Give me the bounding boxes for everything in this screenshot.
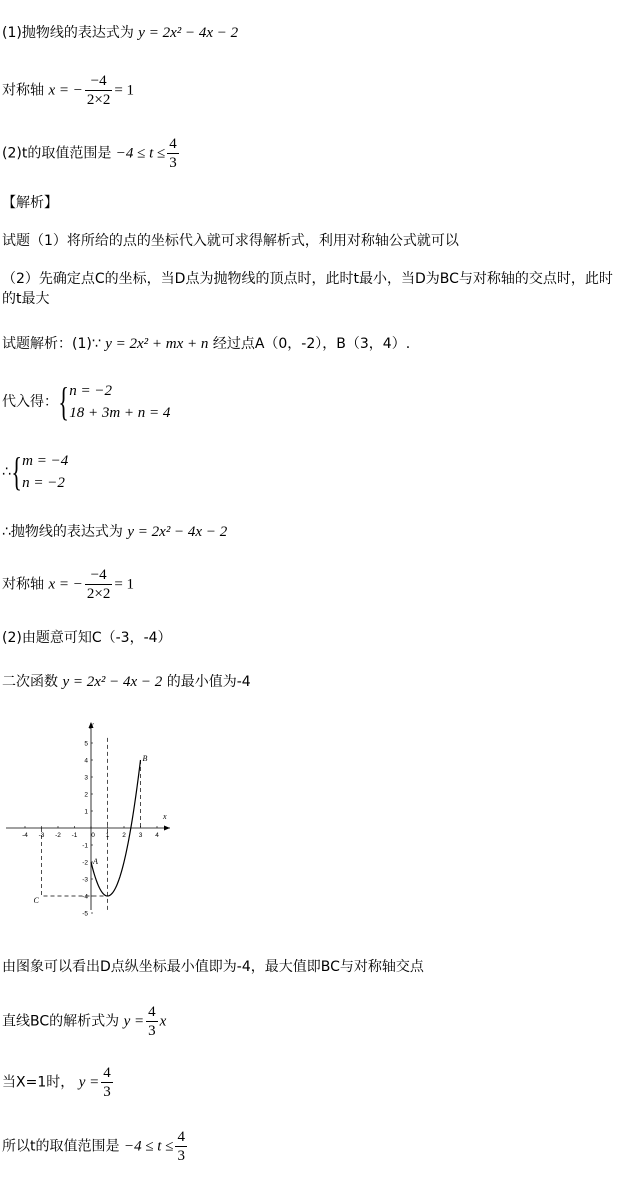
x-tick-label: -2 (55, 832, 61, 839)
analysis-heading: 【解析】 (2, 195, 58, 211)
solution-final-fraction (175, 1128, 187, 1165)
y-tick-label: 2 (84, 791, 88, 799)
solution-result-row1: m = −4 (22, 453, 69, 469)
solution-when-den: 3 (103, 1084, 111, 1100)
solution-graph-note: 由图象可以看出D点纵坐标最小值即为-4，最大值即BC与对称轴交点 (2, 959, 424, 975)
solution-final-num: 4 (177, 1129, 185, 1145)
solution-final-prefix: 所以t的取值范围是 (2, 1138, 120, 1155)
solution-result-row2: n = −2 (22, 475, 65, 491)
solution-expression (2, 522, 626, 542)
brace-icon: { (11, 449, 22, 494)
solution-axis-lhs: x = − (48, 576, 83, 593)
solution-bc-lhs: y = (123, 1013, 145, 1030)
solution-min-expr: y = 2x² − 4x − 2 (62, 674, 163, 690)
solution-result (2, 448, 626, 496)
solution-axis (2, 566, 626, 603)
solution-final-expr: −4 ≤ t ≤ (123, 1138, 174, 1155)
solution-expression-value: y = 2x² − 4x − 2 (127, 524, 228, 540)
solution-substitution-row1: n = −2 (69, 383, 112, 399)
graph-axes (6, 720, 170, 910)
answer-axis-num: −4 (90, 73, 107, 89)
answer-axis-den: 2×2 (86, 92, 111, 108)
y-tick-label: 1 (84, 808, 88, 816)
solution-axis-rhs: = 1 (114, 576, 135, 593)
answer-part1 (2, 23, 626, 43)
answer-part2-prefix: (2)t的取值范围是 (2, 145, 112, 162)
solution-when-prefix: 当X=1时， (2, 1074, 75, 1091)
solution-intro-suffix: 经过点A（0，-2），B（3，4）. (212, 336, 411, 352)
solution-when-num: 4 (103, 1065, 111, 1081)
y-axis-label: y (90, 720, 94, 729)
solution-result-system (11, 450, 68, 494)
answer-part2 (2, 135, 626, 172)
solution-substitution-label: 代入得： (2, 394, 58, 410)
x-tick-label: 1 (105, 832, 110, 839)
solution-final-den: 3 (177, 1148, 185, 1164)
x-tick-label: -1 (71, 832, 78, 839)
solution-axis-den: 2×2 (86, 586, 111, 602)
y-tick-label: -3 (82, 876, 88, 884)
answer-part2-expr: −4 ≤ t ≤ (115, 145, 166, 162)
solution-when-fraction (101, 1064, 113, 1101)
answer-axis (2, 72, 626, 109)
answer-axis-fraction (85, 72, 112, 109)
solution-expression-prefix: ∴抛物线的表达式为 (2, 524, 123, 540)
point-c-label: C (33, 896, 39, 905)
solution-axis-prefix: 对称轴 (2, 576, 44, 593)
solution-when (2, 1064, 626, 1101)
x-axis-arrow-icon (164, 826, 170, 831)
solution-bc-prefix: 直线BC的解析式为 (2, 1013, 120, 1030)
x-tick-label: 3 (138, 832, 143, 839)
answer-axis-prefix: 对称轴 (2, 82, 44, 99)
solution-axis-num: −4 (90, 567, 107, 583)
y-tick-label: 4 (84, 757, 88, 765)
solution-bc-var: x (159, 1013, 167, 1030)
solution-substitution-row2: 18 + 3m + n = 4 (69, 405, 171, 421)
solution-substitution (2, 378, 626, 426)
solution-result-label: ∴ (2, 464, 11, 480)
x-axis-label: x (163, 812, 167, 821)
solution-min-prefix: 二次函数 (2, 674, 58, 690)
brace-icon: { (58, 379, 69, 424)
y-tick-label: -5 (82, 910, 88, 918)
answer-part1-prefix: (1)抛物线的表达式为 (2, 25, 134, 41)
x-tick-label: 4 (155, 832, 159, 839)
solution-final (2, 1128, 626, 1165)
analysis-step2: （2）先确定点C的坐标，当D点为抛物线的顶点时，此时t最小，当D为BC与对称轴的交点时，此时的t最大 (2, 271, 613, 307)
x-tick-label: -4 (22, 832, 28, 839)
answer-axis-rhs: = 1 (114, 82, 135, 99)
solution-min (2, 672, 626, 692)
parabola-graph (4, 718, 174, 918)
solution-intro (2, 334, 626, 354)
point-b-label: B (142, 754, 148, 763)
solution-bc-den: 3 (148, 1023, 156, 1039)
x-tick-label: 0 (91, 832, 95, 839)
solution-point-c: (2)由题意可知C（-3，-4） (2, 630, 172, 646)
answer-part1-expr: y = 2x² − 4x − 2 (138, 25, 239, 41)
answer-part2-num: 4 (169, 136, 177, 152)
x-tick-label: -3 (38, 832, 45, 839)
y-tick-label: -4 (82, 893, 88, 901)
y-tick-label: 5 (84, 740, 88, 748)
solution-min-suffix: 的最小值为-4 (166, 674, 251, 690)
solution-bc-fraction (146, 1003, 158, 1040)
solution-bc-line (2, 1003, 626, 1040)
y-tick-label: -1 (82, 842, 88, 850)
answer-axis-lhs: x = − (48, 82, 83, 99)
solution-bc-num: 4 (148, 1004, 156, 1020)
answer-part2-den: 3 (169, 155, 177, 171)
y-tick-label: -2 (82, 859, 88, 867)
solution-axis-fraction (85, 566, 112, 603)
solution-when-lhs: y = (78, 1074, 100, 1091)
answer-part2-fraction (167, 135, 179, 172)
solution-intro-prefix: 试题解析：(1)∵ (2, 336, 101, 352)
point-a-label: A (93, 857, 98, 866)
analysis-step1: 试题（1）将所给的点的坐标代入就可求得解析式，利用对称轴公式就可以 (2, 233, 459, 249)
y-tick-label: 3 (84, 774, 88, 782)
solution-intro-expr: y = 2x² + mx + n (105, 336, 209, 352)
x-tick-label: 2 (122, 832, 126, 839)
solution-substitution-system (58, 380, 170, 424)
